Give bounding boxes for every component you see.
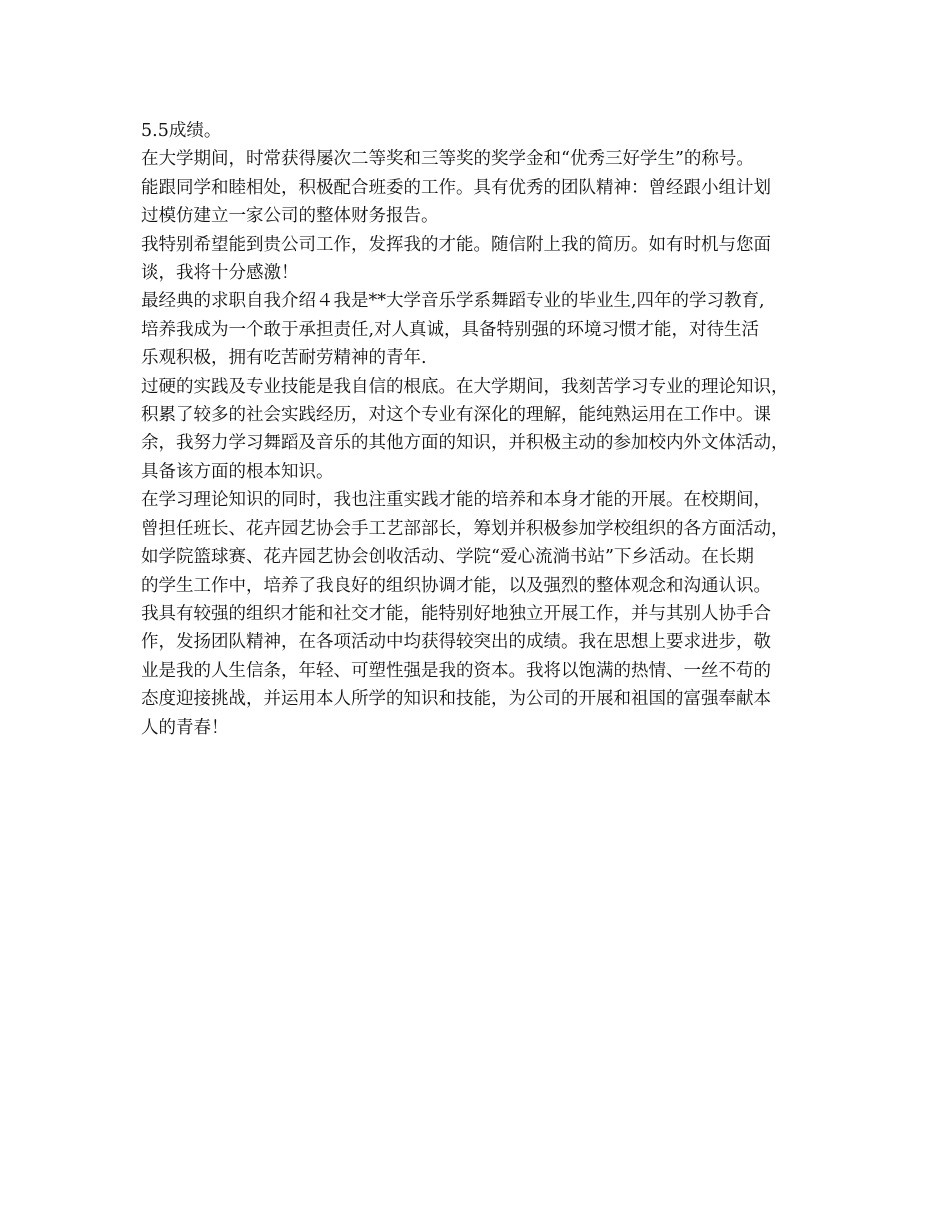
text-line: 业是我的人生信条，年轻、可塑性强是我的资本。我将以饱满的热情、一丝不苟的	[141, 660, 771, 681]
text-line: 余，我努力学习舞蹈及音乐的其他方面的知识，并积极主动的参加校内外文体活动，	[141, 433, 789, 454]
text-line: 在大学期间，时常获得屡次二等奖和三等奖的奖学金和“优秀三好学生”的称号。	[141, 149, 754, 170]
text-line: 我特别希望能到贵公司工作，发挥我的才能。随信附上我的简历。如有时机与您面	[141, 234, 771, 255]
text-line: 过硬的实践及专业技能是我自信的根底。在大学期间，我刻苦学习专业的理论知识，	[141, 376, 789, 397]
text-line: 谈，我将十分感激！	[141, 263, 299, 284]
text-line: 乐观积极，拥有吃苦耐劳精神的青年.	[141, 348, 427, 369]
text-line: 态度迎接挑战，并运用本人所学的知识和技能，为公司的开展和祖国的富强奉献本	[141, 689, 771, 710]
document-body	[141, 117, 841, 742]
text-line: 作，发扬团队精神，在各项活动中均获得较突出的成绩。我在思想上要求进步，敬	[141, 632, 771, 653]
text-line: 人的青春！	[141, 717, 229, 738]
text-line: 5.5成绩。	[141, 121, 222, 141]
text-line: 的学生工作中，培养了我良好的组织协调才能，以及强烈的整体观念和沟通认识。	[141, 575, 771, 596]
text-line: 积累了较多的社会实践经历，对这个专业有深化的理解，能纯熟运用在工作中。课	[141, 405, 771, 426]
text-line: 如学院篮球赛、花卉园艺协会创收活动、学院“爱心流淌书站”下乡活动。在长期	[141, 547, 754, 568]
text-line: 能跟同学和睦相处，积极配合班委的工作。具有优秀的团队精神：曾经跟小组计划	[141, 177, 771, 198]
text-line: 过模仿建立一家公司的整体财务报告。	[141, 206, 439, 227]
text-line: 具备该方面的根本知识。	[141, 461, 334, 482]
text-line: 曾担任班长、花卉园艺协会手工艺部部长，筹划并积极参加学校组织的各方面活动，	[141, 518, 789, 539]
text-line: 最经典的求职自我介绍４我是**大学音乐学系舞蹈专业的毕业生,四年的学习教育,	[141, 291, 765, 312]
text-line: 在学习理论知识的同时，我也注重实践才能的培养和本身才能的开展。在校期间，	[141, 490, 771, 511]
text-line: 我具有较强的组织才能和社交才能，能特别好地独立开展工作，并与其别人协手合	[141, 603, 771, 624]
text-line: 培养我成为一个敢于承担责任,对人真诚，具备特别强的环境习惯才能，对待生活	[141, 319, 760, 340]
